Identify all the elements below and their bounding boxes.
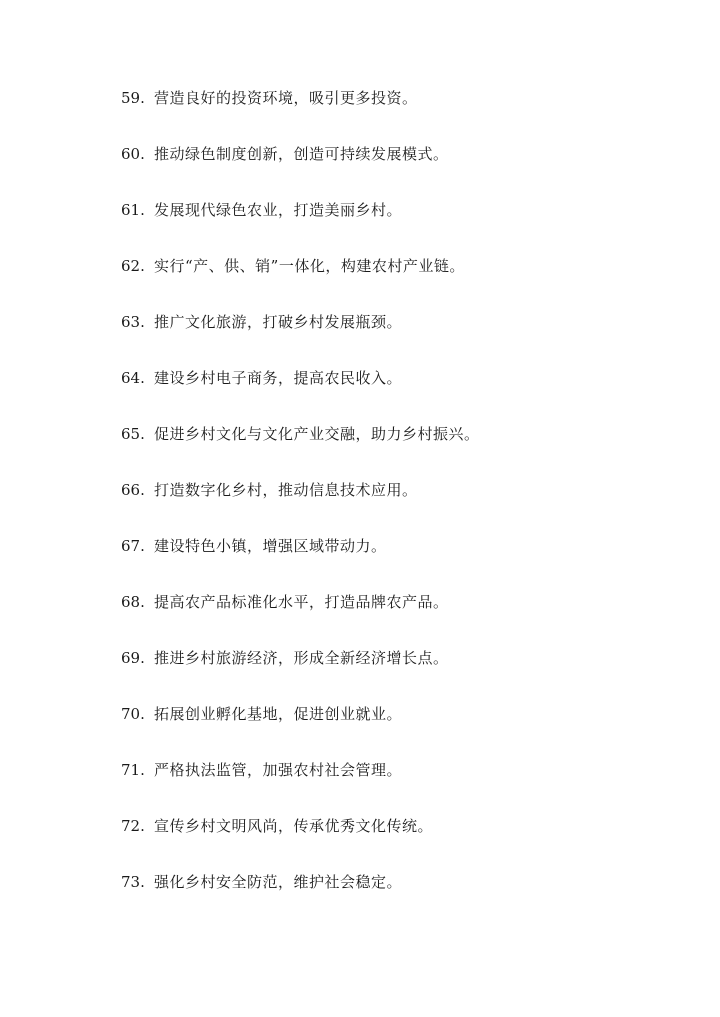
item-text: 建设乡村电子商务，提高农民收入。 (154, 369, 403, 387)
item-number: 64. (121, 369, 145, 387)
item-text: 强化乡村安全防范，维护社会稳定。 (154, 873, 403, 891)
list-item (121, 255, 480, 311)
item-text: 实行“产、供、销”一体化，构建农村产业链。 (154, 257, 465, 275)
item-number: 72. (121, 817, 145, 835)
list-item (121, 311, 480, 367)
item-number: 61. (121, 201, 145, 219)
item-text: 拓展创业孵化基地，促进创业就业。 (154, 705, 403, 723)
list-item (121, 535, 480, 591)
item-text: 营造良好的投资环境，吸引更多投资。 (154, 89, 418, 107)
list-item (121, 591, 480, 647)
numbered-list (121, 87, 480, 927)
list-item (121, 759, 480, 815)
item-number: 65. (121, 425, 145, 443)
item-text: 严格执法监管，加强农村社会管理。 (154, 761, 403, 779)
item-number: 62. (121, 257, 145, 275)
list-item (121, 87, 480, 143)
item-number: 63. (121, 313, 145, 331)
item-text: 发展现代绿色农业，打造美丽乡村。 (154, 201, 403, 219)
item-number: 70. (121, 705, 145, 723)
item-text: 促进乡村文化与文化产业交融，助力乡村振兴。 (154, 425, 480, 443)
list-item (121, 815, 480, 871)
item-text: 推进乡村旅游经济，形成全新经济增长点。 (154, 649, 449, 667)
item-number: 71. (121, 761, 145, 779)
item-number: 60. (121, 145, 145, 163)
list-item (121, 703, 480, 759)
list-item (121, 367, 480, 423)
item-number: 69. (121, 649, 145, 667)
item-number: 66. (121, 481, 145, 499)
item-text: 提高农产品标准化水平，打造品牌农产品。 (154, 593, 449, 611)
item-text: 打造数字化乡村，推动信息技术应用。 (154, 481, 418, 499)
list-item (121, 199, 480, 255)
item-number: 68. (121, 593, 145, 611)
item-number: 73. (121, 873, 145, 891)
list-item (121, 871, 480, 927)
list-item (121, 143, 480, 199)
item-text: 宣传乡村文明风尚，传承优秀文化传统。 (154, 817, 434, 835)
item-text: 推动绿色制度创新，创造可持续发展模式。 (154, 145, 449, 163)
item-number: 67. (121, 537, 145, 555)
list-item (121, 423, 480, 479)
item-text: 建设特色小镇，增强区域带动力。 (154, 537, 387, 555)
list-item (121, 647, 480, 703)
item-text: 推广文化旅游，打破乡村发展瓶颈。 (154, 313, 403, 331)
item-number: 59. (121, 89, 145, 107)
list-item (121, 479, 480, 535)
